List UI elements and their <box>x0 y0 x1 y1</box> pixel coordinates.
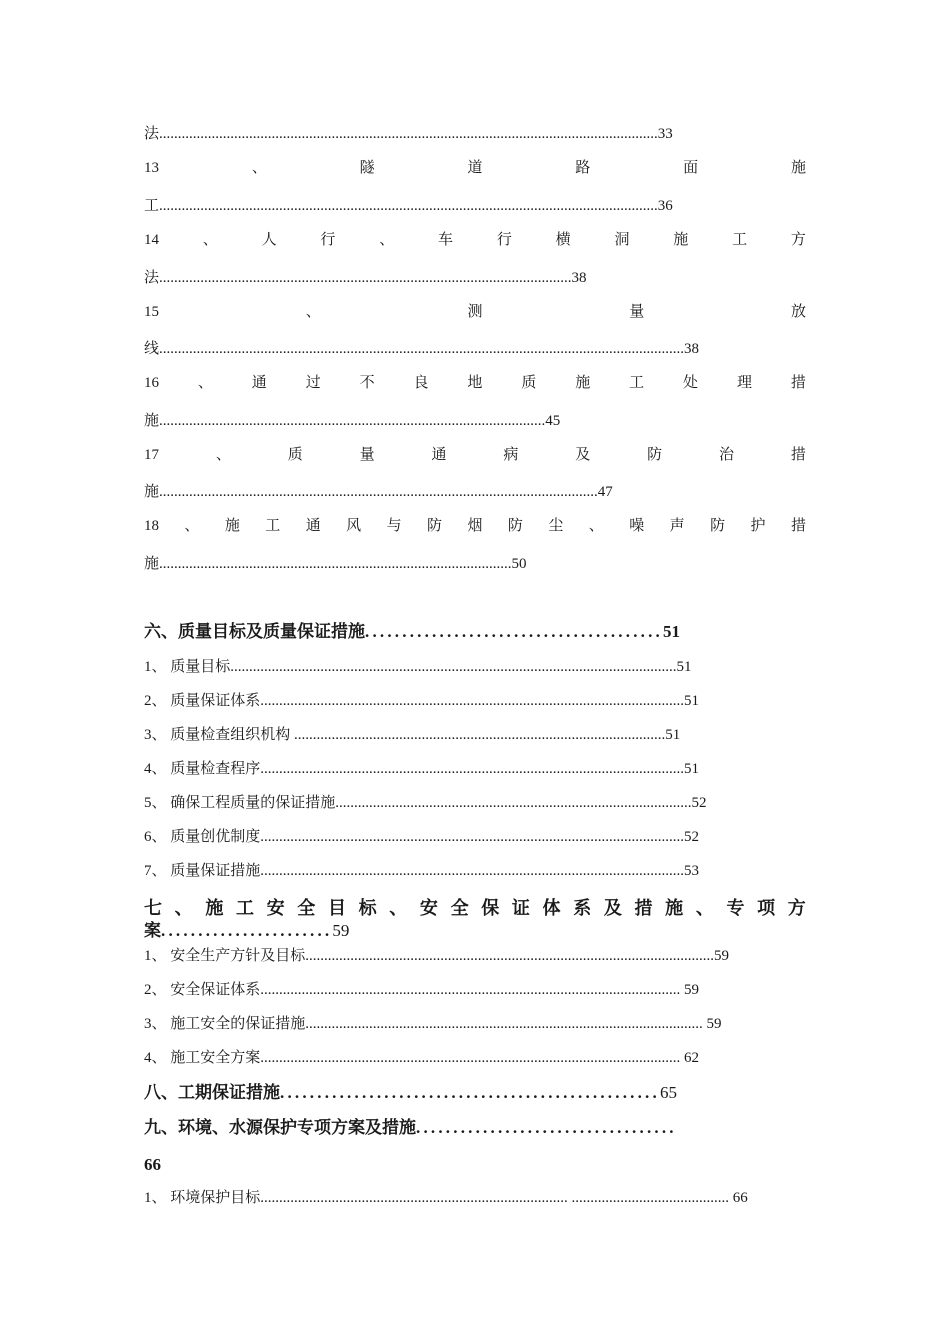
spread-char: 、 <box>251 160 267 176</box>
leader-dots: ....................................................................................................................... <box>230 659 677 675</box>
page-number: 51 <box>676 659 692 675</box>
toc-entry[interactable] <box>144 1188 748 1208</box>
spread-char: 方 <box>790 232 806 248</box>
spread-char: 处 <box>683 375 699 391</box>
leader-dots: ....................................................................................................... <box>159 413 546 429</box>
toc-entry[interactable] <box>144 124 673 144</box>
spread-char: 专 <box>726 898 745 918</box>
spread-char: 、 <box>389 898 408 918</box>
toc-entry[interactable] <box>144 339 699 359</box>
spread-char: 系 <box>573 898 592 918</box>
toc-entry-spread[interactable] <box>144 516 806 536</box>
toc-entry[interactable] <box>144 1014 722 1034</box>
page-number: 45 <box>545 413 561 429</box>
toc-entry[interactable] <box>144 554 527 574</box>
spread-char: 病 <box>503 447 519 463</box>
spread-char: 护 <box>750 518 766 534</box>
section-title-tail: 案 <box>144 921 161 940</box>
leader-dots: ..................................................................................................................... <box>159 484 598 500</box>
spread-char: 措 <box>790 375 806 391</box>
entry-label: 线 <box>144 341 160 357</box>
spread-char: 防 <box>710 518 726 534</box>
spread-char: 、 <box>174 898 193 918</box>
leader-dots: ................................................................................................................. <box>260 863 685 879</box>
leader-dots: ............................................................................................................. <box>305 948 715 964</box>
spread-char: 、 <box>305 304 321 320</box>
entry-label: 5、 确保工程质量的保证措施 <box>144 795 336 811</box>
section-title: 九、环境、水源保护专项方案及措施 <box>144 1118 416 1137</box>
spread-char: 安 <box>266 898 285 918</box>
spread-char: 质 <box>521 375 537 391</box>
toc-entry[interactable] <box>144 946 729 966</box>
section-heading-tail[interactable] <box>144 920 349 942</box>
toc-entry[interactable] <box>144 827 699 847</box>
spread-char: 全 <box>450 898 469 918</box>
spread-char: 安 <box>419 898 438 918</box>
entry-label: 施 <box>144 484 160 500</box>
leader-dots: .............................................................................................................. <box>159 270 572 286</box>
page-number: 59 <box>714 948 730 964</box>
toc-entry[interactable] <box>144 861 699 881</box>
spread-char: 量 <box>359 447 375 463</box>
spread-char: 洞 <box>614 232 630 248</box>
spread-char: 与 <box>386 518 402 534</box>
section-heading[interactable] <box>144 1082 677 1104</box>
spread-char: 理 <box>736 375 752 391</box>
spread-char: 防 <box>507 518 523 534</box>
spread-char: 工 <box>629 375 645 391</box>
toc-entry[interactable] <box>144 691 699 711</box>
leader-dots: ................................................................................................... <box>290 727 666 743</box>
page-number: 51 <box>663 622 680 641</box>
toc-entry-spread[interactable] <box>144 445 806 465</box>
spread-char: 隧 <box>359 160 375 176</box>
toc-entry[interactable] <box>144 196 673 216</box>
toc-entry[interactable] <box>144 411 560 431</box>
spread-char: 噪 <box>629 518 645 534</box>
spread-char: 施 <box>575 375 591 391</box>
spread-char: 工 <box>235 898 254 918</box>
leader-dots: ..................................................................................................................................... <box>159 126 658 142</box>
leader-dots: ................................................................................................................. <box>260 829 685 845</box>
section-heading[interactable] <box>144 1117 824 1139</box>
spread-char: 尘 <box>548 518 564 534</box>
spread-char: 全 <box>297 898 316 918</box>
spread-char: 体 <box>542 898 561 918</box>
spread-char: 措 <box>790 447 806 463</box>
spread-char: 、 <box>184 518 200 534</box>
spread-char: 、 <box>202 232 218 248</box>
entry-label: 4、 质量检查程序 <box>144 761 261 777</box>
spread-char: 面 <box>683 160 699 176</box>
page-number: 50 <box>511 556 527 572</box>
spread-char: 良 <box>413 375 429 391</box>
spread-char: 质 <box>287 447 303 463</box>
spread-char: 风 <box>346 518 362 534</box>
spread-char: 不 <box>359 375 375 391</box>
spread-char: 工 <box>732 232 748 248</box>
spread-char: 16 <box>144 375 159 391</box>
page-number: 38 <box>684 341 700 357</box>
spread-char: 防 <box>427 518 443 534</box>
page-number: 47 <box>597 484 613 500</box>
page-number: 59 <box>684 982 700 998</box>
spread-char: 项 <box>757 898 776 918</box>
spread-char: 放 <box>790 304 806 320</box>
spread-char: 通 <box>431 447 447 463</box>
spread-char: 、 <box>215 447 231 463</box>
toc-entry[interactable] <box>144 759 699 779</box>
entry-label: 2、 质量保证体系 <box>144 693 261 709</box>
entry-label: 施 <box>144 413 160 429</box>
page-number: 62 <box>684 1050 700 1066</box>
spread-char: 、 <box>197 375 213 391</box>
page-number: 52 <box>684 829 700 845</box>
spread-char: 施 <box>673 232 689 248</box>
page-number: 51 <box>684 693 700 709</box>
spread-char: 方 <box>787 898 806 918</box>
entry-label: 法 <box>144 126 160 142</box>
spread-char: 工 <box>265 518 281 534</box>
toc-entry[interactable] <box>144 793 707 813</box>
spread-char: 及 <box>603 898 622 918</box>
toc-entry[interactable] <box>144 725 680 745</box>
spread-char: 措 <box>790 518 806 534</box>
leader-dots: ................................................................................................................. <box>260 761 685 777</box>
entry-label: 3、 施工安全的保证措施 <box>144 1016 306 1032</box>
toc-entry-spread[interactable] <box>144 302 806 322</box>
entry-label: 6、 质量创优制度 <box>144 829 261 845</box>
spread-char: 15 <box>144 304 159 320</box>
toc-entry-spread[interactable] <box>144 373 806 393</box>
page-number: 51 <box>684 761 700 777</box>
spread-char: 七 <box>144 898 162 918</box>
spread-char: 通 <box>251 375 267 391</box>
spread-char: 及 <box>575 447 591 463</box>
section-heading-spread[interactable] <box>144 896 806 920</box>
entry-label: 3、 质量检查组织机构 <box>144 727 291 743</box>
entry-label: 1、 环境保护目标 <box>144 1190 261 1206</box>
spread-char: 路 <box>575 160 591 176</box>
entry-label: 法 <box>144 270 160 286</box>
spread-char: 地 <box>467 375 483 391</box>
page-number: 53 <box>684 863 700 879</box>
section-title: 六、质量目标及质量保证措施 <box>144 622 365 641</box>
leader-dots: ................................................... <box>280 1083 660 1102</box>
spread-char: 道 <box>467 160 483 176</box>
leader-dots: .......................................................................................................... <box>305 1016 707 1032</box>
leader-dots: ................................... <box>416 1118 677 1137</box>
page-number: 66 <box>144 1155 161 1174</box>
entry-label: 7、 质量保证措施 <box>144 863 261 879</box>
toc-entry[interactable] <box>144 1048 699 1068</box>
spread-char: 施 <box>205 898 224 918</box>
page-number: 33 <box>657 126 673 142</box>
spread-char: 横 <box>555 232 571 248</box>
spread-char: 车 <box>438 232 454 248</box>
spread-char: 过 <box>305 375 321 391</box>
toc-entry[interactable] <box>144 482 613 502</box>
spread-char: 、 <box>588 518 604 534</box>
page-number: 38 <box>571 270 587 286</box>
leader-dots: .................................................................................. .......................................... <box>260 1190 733 1206</box>
entry-label: 2、 安全保证体系 <box>144 982 261 998</box>
spread-char: 施 <box>665 898 684 918</box>
entry-label: 1、 质量目标 <box>144 659 231 675</box>
page-number: 52 <box>691 795 707 811</box>
leader-dots: ..................................................................................................................................... <box>159 198 658 214</box>
toc-entry-spread[interactable] <box>144 230 806 250</box>
entry-label: 施 <box>144 556 160 572</box>
spread-char: 量 <box>629 304 645 320</box>
page-number: 65 <box>659 1083 677 1102</box>
spread-char: 声 <box>669 518 685 534</box>
page-number: 51 <box>665 727 681 743</box>
leader-dots: ............................................................................................... <box>335 795 692 811</box>
section-heading-page <box>144 1154 161 1176</box>
spread-char: 18 <box>144 518 159 534</box>
toc-entry-spread[interactable] <box>144 158 806 178</box>
leader-dots: .............................................................................................. <box>159 556 512 572</box>
page-number: 36 <box>657 198 673 214</box>
leader-dots: ................................................................................................................ <box>260 1050 685 1066</box>
spread-char: 13 <box>144 160 159 176</box>
page-number: 59 <box>332 921 350 940</box>
entry-label: 工 <box>144 198 160 214</box>
page-number: 66 <box>732 1190 748 1206</box>
entry-label: 4、 施工安全方案 <box>144 1050 261 1066</box>
spread-char: 测 <box>467 304 483 320</box>
leader-dots: ........................................ <box>365 622 663 641</box>
spread-char: 行 <box>320 232 336 248</box>
section-heading[interactable] <box>144 621 680 643</box>
spread-char: 证 <box>511 898 530 918</box>
spread-char: 14 <box>144 232 159 248</box>
leader-dots: ....................... <box>161 921 333 940</box>
spread-char: 标 <box>358 898 377 918</box>
toc-entry[interactable] <box>144 657 692 677</box>
spread-char: 措 <box>634 898 653 918</box>
spread-char: 、 <box>695 898 714 918</box>
section-title: 八、工期保证措施 <box>144 1083 280 1102</box>
entry-label: 1、 安全生产方针及目标 <box>144 948 306 964</box>
spread-char: 通 <box>305 518 321 534</box>
toc-entry[interactable] <box>144 980 699 1000</box>
spread-char: 行 <box>496 232 512 248</box>
spread-char: 施 <box>224 518 240 534</box>
spread-char: 、 <box>379 232 395 248</box>
spread-char: 烟 <box>467 518 483 534</box>
spread-char: 目 <box>327 898 346 918</box>
spread-char: 施 <box>790 160 806 176</box>
leader-dots: ................................................................................................................. <box>260 693 685 709</box>
toc-entry[interactable] <box>144 268 587 288</box>
leader-dots: ............................................................................................................................................ <box>159 341 685 357</box>
spread-char: 防 <box>647 447 663 463</box>
leader-dots: ................................................................................................................ <box>260 982 685 998</box>
page-number: 59 <box>706 1016 722 1032</box>
spread-char: 17 <box>144 447 159 463</box>
spread-char: 治 <box>718 447 734 463</box>
spread-char: 人 <box>261 232 277 248</box>
spread-char: 保 <box>481 898 500 918</box>
